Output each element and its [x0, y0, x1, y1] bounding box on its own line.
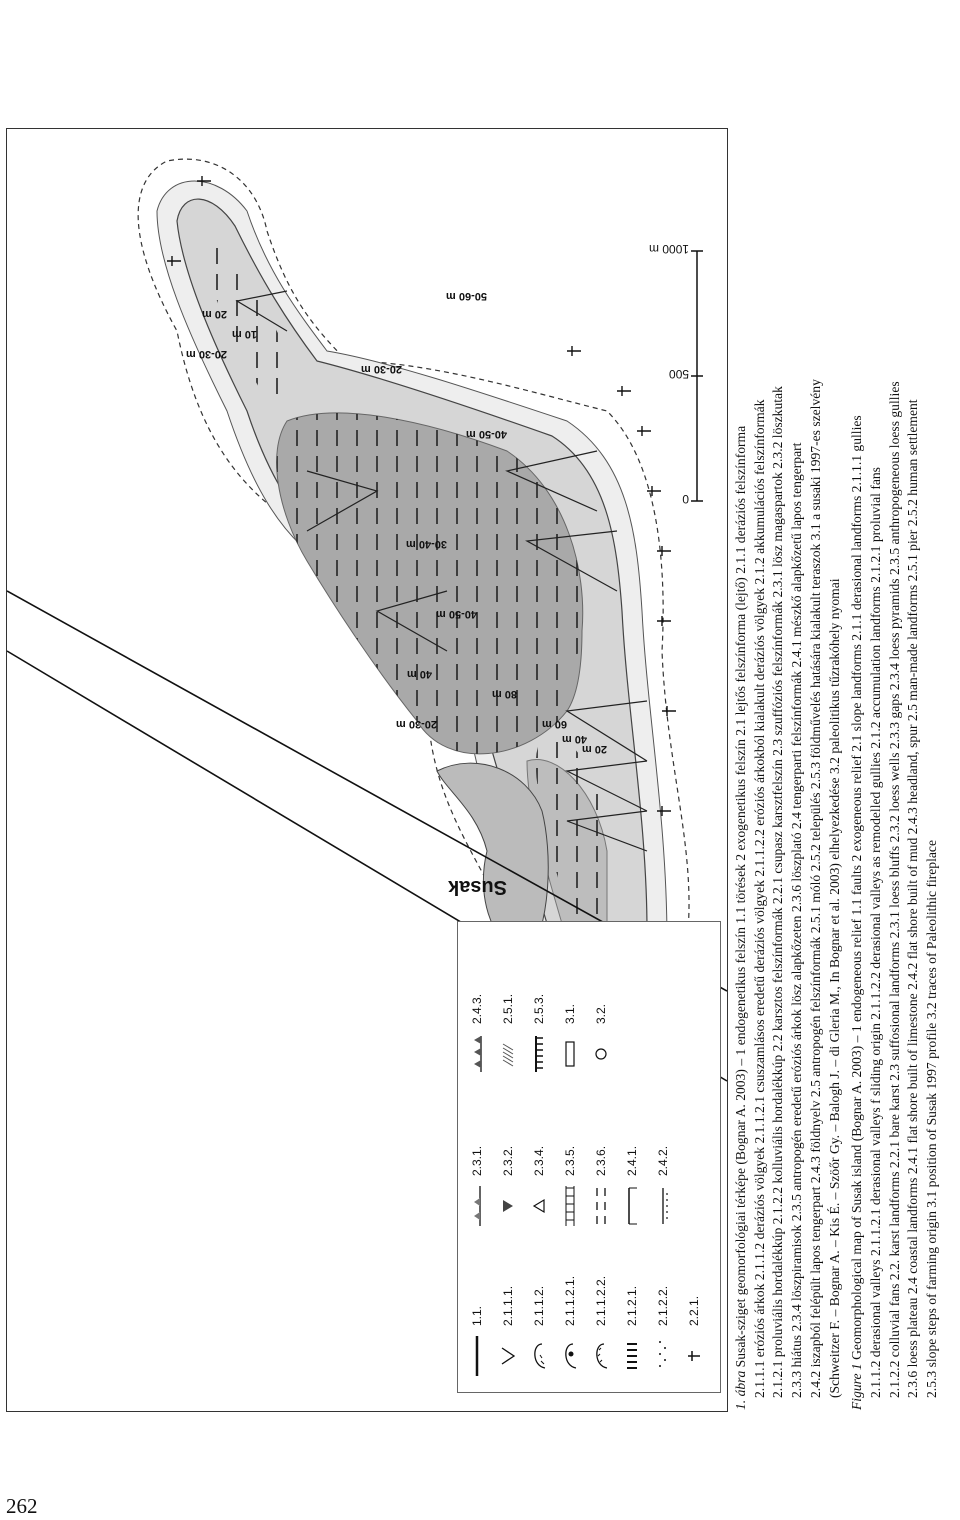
legend-code: 2.5.1.	[501, 993, 515, 1024]
legend-code: 2.3.2.	[501, 1145, 515, 1176]
legend-code: 2.1.1.2.	[532, 1285, 546, 1326]
town-label-susak: Susak	[448, 876, 507, 898]
scale-tick-0: 0	[682, 492, 689, 506]
scale-tick-500: 500	[668, 367, 689, 381]
svg-text:40-50 m: 40-50 m	[466, 428, 507, 440]
svg-text:20 m: 20 m	[201, 308, 227, 320]
caption-en-label: Figure 1	[849, 1363, 865, 1410]
caption-en-line-3: 2.3.6 loess plateau 2.4 coastal landforms 2.4.1 flat shore built of limestone 2.4.2 flat shore built of mud 2.4.3 headland, spur 2.5 man-made landforms 2.5.1 pier 2.5.2 human settlement	[905, 399, 921, 1398]
page-number: 262	[6, 1494, 38, 1518]
dashes-icon	[594, 1184, 608, 1228]
caption-hu-line-4: 2.4.2 iszapból felépült lapos tengerpart 2.4.3 földnyelv 2.5 antropogén felszínformák 2.5.1 móló 2.5.2 település 2.5.3 földművelés hatására kialakult teraszok 3.1 a susaki 1997-es szelvény	[807, 379, 823, 1398]
open-triangle-icon	[532, 1184, 546, 1228]
t-bar-icon	[625, 1184, 639, 1228]
ladder-icon	[563, 1184, 577, 1228]
v-gully-icon	[501, 1334, 515, 1378]
svg-text:20-30 m: 20-30 m	[396, 718, 437, 730]
legend-code: 2.4.2.	[656, 1145, 670, 1176]
caption-hu-line-2: 2.1.2.1 proluviális hordalékkúp 2.1.2.2 kolluviális hordalékkúp 2.2 karsztos felszínformák 2.2.1 csupasz karsztfelszín 2.3 szuffóziós felszínformák 2.3.1 lösz magaspartok 2.3.2 löszkutak	[770, 386, 786, 1398]
fan-dots-icon	[656, 1334, 670, 1378]
svg-text:20 m: 20 m	[581, 743, 607, 755]
line-dots-icon	[656, 1184, 670, 1228]
legend-code: 2.3.4.	[532, 1145, 546, 1176]
legend-code: 2.1.1.2.1.	[563, 1275, 577, 1326]
svg-text:20-30 m: 20-30 m	[186, 348, 227, 360]
legend-code: 2.5.3.	[532, 993, 546, 1024]
caption-hu-text: Susak-sziget geomorfológiai térképe (Bognar A. 2003) – 1 endogenetikus felszín 1.1 törések 2 exogenetikus felszín 2.1 lejtős felszínforma (lejtő) 2.1.1 deráziós felszínforma	[733, 425, 748, 1368]
rectangle-icon	[563, 1032, 577, 1076]
caption-hu-label: 1. ábra	[733, 1370, 748, 1410]
caption-en-line-4: 2.5.3 slope steps of farming origin 3.1 position of Susak 1997 profile 3.2 traces of Paleolithic fireplace	[924, 840, 940, 1398]
cross-icon	[687, 1334, 701, 1378]
thick-line-icon	[470, 1334, 484, 1378]
legend-code: 2.1.1.1.	[501, 1285, 515, 1326]
filled-triangle-icon	[501, 1184, 515, 1228]
svg-text:20-30 m: 20-30 m	[361, 363, 402, 375]
legend-code: 2.1.2.2.	[656, 1285, 670, 1326]
legend-code: 2.2.1.	[687, 1295, 701, 1326]
scale-bar	[649, 242, 703, 506]
steps-icon	[501, 1032, 515, 1076]
svg-text:80 m: 80 m	[491, 688, 517, 700]
scale-tick-1000: 1000 m	[648, 242, 689, 256]
figure-caption	[732, 30, 942, 1410]
legend-code: 2.1.2.1.	[625, 1285, 639, 1326]
svg-text:40 m: 40 m	[561, 733, 587, 745]
caption-en-line-1: 2.1.1.2 derasional valleys 2.1.1.2.1 derasional valleys f sliding origin 2.1.1.2.2 derasional valleys as remodelled gullies 2.1.2 accumulation landforms 2.1.2.1 proluvial fans	[867, 467, 883, 1398]
legend-code: 2.4.1.	[625, 1145, 639, 1176]
triangle-line-icon	[470, 1184, 484, 1228]
legend-code: 1.1.	[470, 1305, 484, 1326]
hook-valley-ticks-icon	[594, 1334, 608, 1378]
legend-code: 2.3.6.	[594, 1145, 608, 1176]
caption-hu-line-3: 2.3.3 hiátus 2.3.4 löszpiramisok 2.3.5 antropogén eredetű eróziós árkok lösz alapkőzeten 2.3.6 löszplató 2.4 tengerparti felszínformák 2.4.1 mészkő alapkőzetű lapos tengerpart	[789, 442, 805, 1398]
fan-bars-icon	[625, 1334, 639, 1378]
sawtooth-icon	[470, 1032, 484, 1076]
legend-code: 3.2.	[594, 1003, 608, 1024]
svg-text:30-40 m: 30-40 m	[406, 538, 447, 550]
hook-valley-icon	[532, 1334, 546, 1378]
legend-code: 2.3.1.	[470, 1145, 484, 1176]
circle-icon	[594, 1032, 608, 1076]
legend-code: 3.1.	[563, 1003, 577, 1024]
caption-hu-line-1: 2.1.1.1 eróziós árkok 2.1.1.2 deráziós völgyek 2.1.1.2.1 csuszamlásos eredetű deráziós völgyek 2.1.1.2.2 eróziós árkokból kialakult deráziós völgyek 2.1.2 akkumulációs felszínformák	[751, 399, 767, 1398]
svg-text:60 m: 60 m	[541, 718, 567, 730]
svg-text:40 m: 40 m	[406, 668, 432, 680]
svg-text:50-60 m: 50-60 m	[446, 290, 487, 302]
svg-text:10 m: 10 m	[231, 328, 257, 340]
caption-en-line-2: 2.1.2.2 colluvial fans 2.2. karst landforms 2.2.1 bare karst 2.3 suffosional landforms 2.3.1 loess bluffs 2.3.2 loess wells 2.3.3 gaps 2.3.4 loess pyramids 2.3.5 anthropogeneous loess gullies	[886, 381, 902, 1398]
comb-icon	[532, 1032, 546, 1076]
caption-en-text: Geomorphological map of Susak island (Bognar A. 2003) – 1 endogeneous relief 1.1 faults 2 exogeneous relief 2.1 slope landforms 2.1.1 derasional landforms 2.1.1.1 gullies	[849, 415, 865, 1360]
map-figure	[6, 128, 728, 1412]
caption-hu-line-5: (Schweitzer F. – Bognar A. – Kis É. – Szöőr Gy. – Balogh J. – di Gleria M., In Bognar et al. 2003) elhelyezkedése 3.2 paleolitikus tűzrakóhely nyomai	[826, 578, 842, 1398]
svg-text:40-50 m: 40-50 m	[436, 608, 477, 620]
legend-code: 2.4.3.	[470, 993, 484, 1024]
hook-valley-dot-icon	[563, 1334, 577, 1378]
legend-code: 2.1.1.2.2.	[594, 1275, 608, 1326]
legend-code: 2.3.5.	[563, 1145, 577, 1176]
map-legend	[457, 921, 721, 1393]
